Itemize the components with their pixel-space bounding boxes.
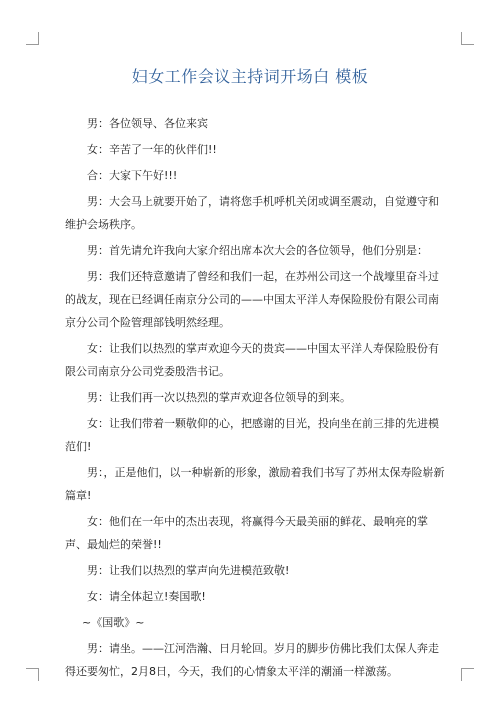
- paragraph-please-sit: 男：请坐。——江河浩瀚、日月轮回。岁月的脚步仿佛比我们太保人奔走得还要匆忙，2月8日，今天，我们的心情象太平洋的潮涌一样激荡。: [65, 642, 439, 678]
- page-corner-mark-top-left: [26, 32, 39, 45]
- paragraph-welcome-vip: 女：让我们以热烈的掌声欢迎今天的贵宾——中国太平洋人寿保险股份有限公司南京分公司党委殷浩书记。: [65, 342, 439, 378]
- paragraph-national-anthem: ~《国歌》~: [82, 616, 145, 629]
- paragraph-female-greeting: 女：辛苦了一年的伙伴们!!: [87, 143, 217, 156]
- paragraph-together-greeting: 合：大家下午好!!!: [87, 169, 178, 182]
- paragraph-thank-models: 女：让我们带着一颗敬仰的心，把感谢的目光，投向坐在前三排的先进模范们!: [65, 417, 439, 453]
- page-corner-mark-top-right: [461, 32, 474, 45]
- paragraph-male-greeting: 男：各位领导、各位来宾: [87, 117, 208, 130]
- paragraph-new-chapter: 男：，正是他们，以一种崭新的形象，激励着我们书写了苏州太保寿险崭新篇章!: [65, 466, 445, 502]
- document-title: 妇女工作会议主持词开场白 模板: [131, 67, 369, 86]
- page-corner-mark-bottom-right: [461, 668, 474, 681]
- paragraph-salute-models: 男：让我们以热烈的掌声向先进模范致敬!: [87, 564, 290, 577]
- page-corner-mark-bottom-left: [26, 668, 39, 681]
- document-body: [65, 112, 445, 686]
- paragraph-invited-guest: 男：我们还特意邀请了曾经和我们一起，在苏州公司这一个战壕里奋斗过的战友，现在已经调任南京分公司的——中国太平洋人寿保险股份有限公司南京分公司个险管理部钱明然经理。: [65, 270, 439, 329]
- paragraph-honors: 女：他们在一年中的杰出表现，将赢得今天最美丽的鲜花、最响亮的掌声、最灿烂的荣誉!!: [65, 515, 428, 551]
- paragraph-welcome-leaders: 男：让我们再一次以热烈的掌声欢迎各位领导的到来。: [87, 391, 351, 404]
- paragraph-introduce-leaders: 男：首先请允许我向大家介绍出席本次大会的各位领导，他们分别是：: [87, 244, 428, 257]
- paragraph-national-anthem-call: 女：请全体起立!奏国歌!: [87, 590, 206, 603]
- paragraph-phone-notice: 男：大会马上就要开始了，请将您手机呼机关闭或调至震动，自觉遵守和维护会场秩序。: [65, 195, 439, 231]
